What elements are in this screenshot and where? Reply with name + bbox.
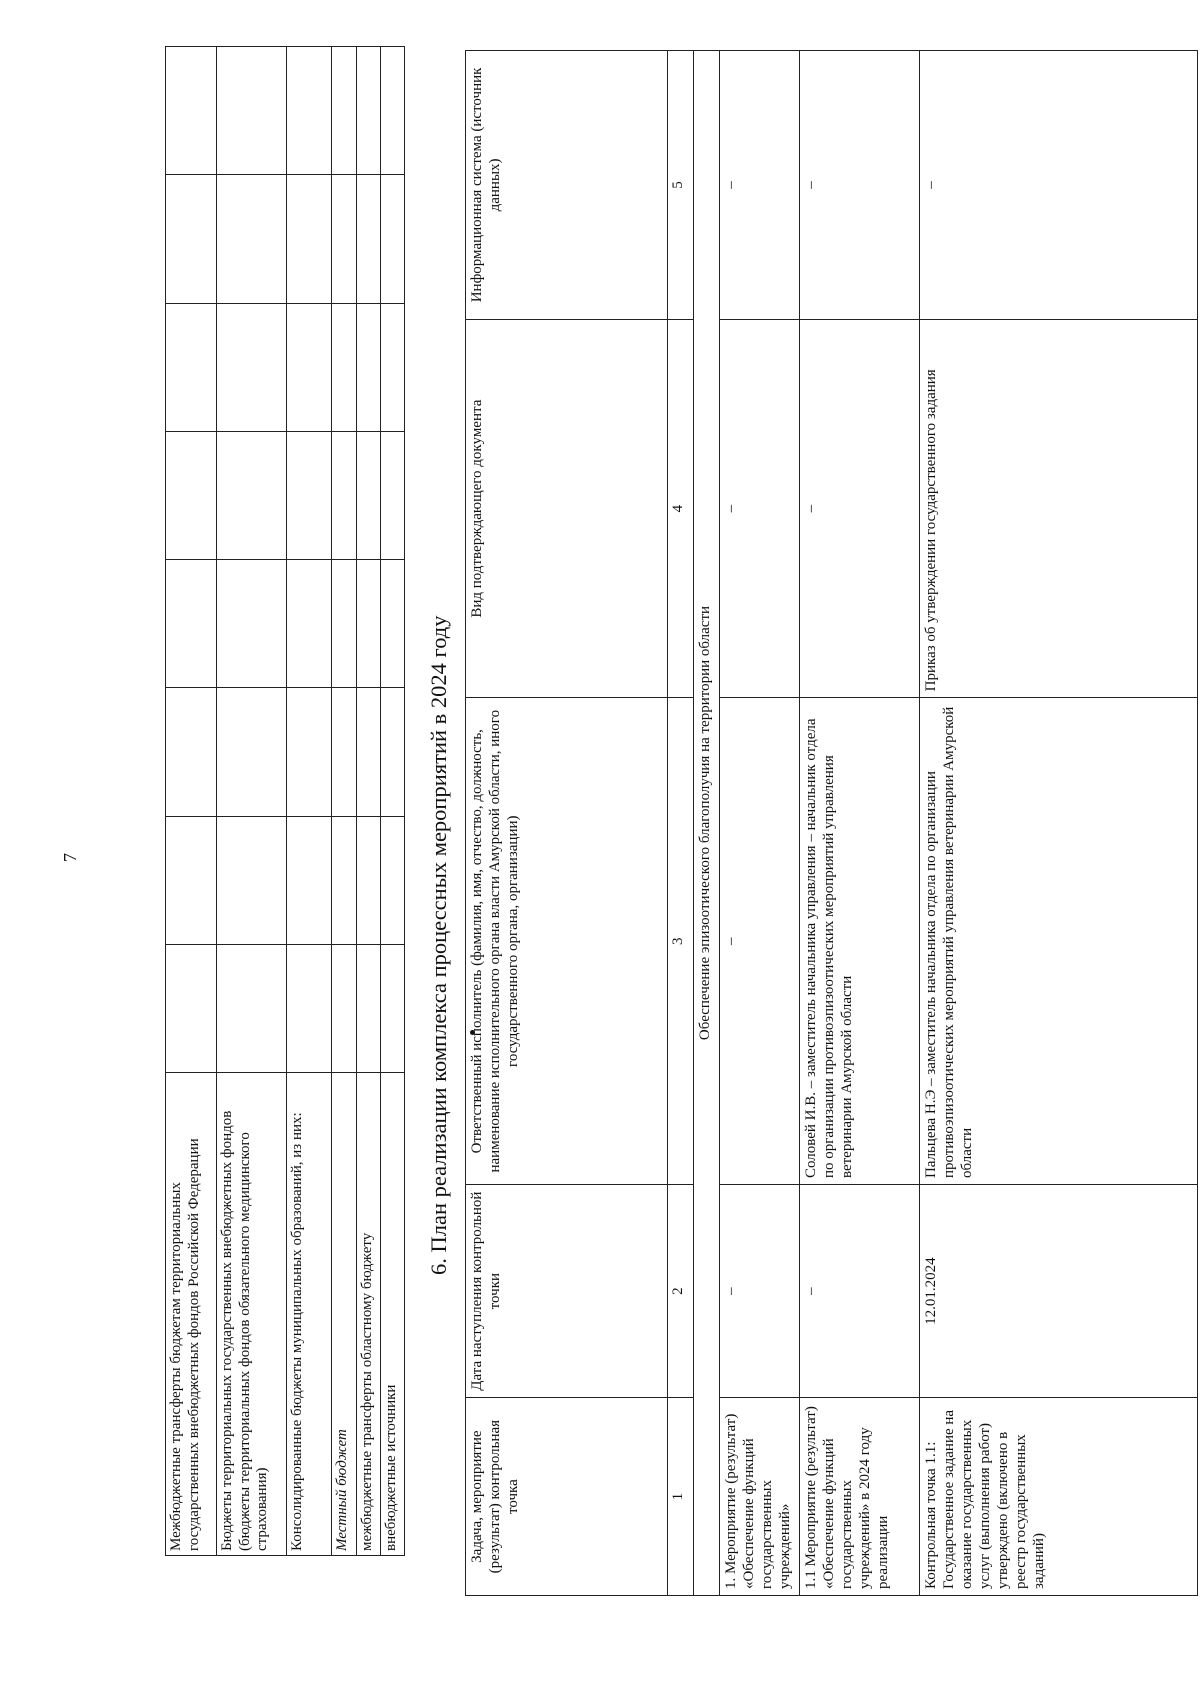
table-row — [720, 51, 800, 1596]
funding-value-cell — [287, 303, 332, 431]
funding-value-cell — [357, 303, 381, 431]
funding-row-label: Бюджеты территориальных государственных внебюджетных фондов (бюджеты территориальных фондов обязательного медицинского страхования) — [216, 1073, 286, 1556]
funding-value-cell — [287, 47, 332, 175]
col-number-1: 1 — [668, 1398, 694, 1596]
funding-value-cell — [331, 303, 356, 431]
row-document: – — [800, 319, 920, 698]
funding-value-cell — [331, 688, 356, 816]
funding-value-cell — [216, 47, 286, 175]
funding-row-label: межбюджетные трансферты областному бюджету — [357, 1073, 381, 1556]
plan-header-row — [466, 51, 668, 1596]
funding-value-cell — [331, 560, 356, 688]
row-task: Контрольная точка 1.1: Государственное задание на оказание государственных услуг (выполнения работ) утверждено (включено в реестр государственных заданий) — [920, 1398, 1198, 1596]
funding-row-label: Консолидированные бюджеты муниципальных образований, из них: — [287, 1073, 332, 1556]
row-date: – — [720, 1185, 800, 1398]
row-executor: Пальцева Н.Э – заместитель начальника отдела по организации противоэпизоотических мероприятий управления ветеринарии Амурской области — [920, 698, 1198, 1185]
page-number — [59, 842, 80, 872]
row-system: – — [720, 51, 800, 320]
funding-value-cell — [287, 688, 332, 816]
funding-value-cell — [331, 431, 356, 559]
table-row — [287, 47, 332, 1556]
row-document: – — [720, 319, 800, 698]
funding-value-cell — [166, 431, 217, 559]
funding-value-cell — [166, 688, 217, 816]
col-number-2: 2 — [668, 1185, 694, 1398]
funding-value-cell — [381, 303, 405, 431]
funding-table — [165, 46, 405, 1556]
header-executor: Ответственный исполнитель (фамилия, имя, отчество, должность, наименование исполнительного органа власти Амурской области, иного государственного органа, организации) — [466, 698, 668, 1185]
funding-value-cell — [357, 560, 381, 688]
funding-value-cell — [381, 688, 405, 816]
funding-value-cell — [216, 431, 286, 559]
funding-value-cell — [287, 816, 332, 944]
table-row — [381, 47, 405, 1556]
section-row — [694, 51, 720, 1596]
page-number-text: 7 — [59, 852, 80, 862]
table-row — [920, 51, 1198, 1596]
header-system: Информационная система (источник данных) — [466, 51, 668, 320]
funding-value-cell — [357, 431, 381, 559]
col-number-5: 5 — [668, 51, 694, 320]
row-date: 12.01.2024 — [920, 1185, 1198, 1398]
row-document: Приказ об утверждении государственного задания — [920, 319, 1198, 698]
funding-value-cell — [331, 816, 356, 944]
table-row — [166, 47, 217, 1556]
funding-row-label: Межбюджетные трансферты бюджетам территориальных государственных внебюджетных фондов Российской Федерации — [166, 1073, 217, 1556]
funding-value-cell — [357, 175, 381, 303]
funding-value-cell — [216, 303, 286, 431]
funding-value-cell — [166, 944, 217, 1072]
row-executor: Соловей И.В. – заместитель начальника управления – начальник отдела по организации противоэпизоотических мероприятий управления ветеринарии Амурской области — [800, 698, 920, 1185]
plan-table — [465, 50, 1197, 1596]
row-executor: – — [720, 698, 800, 1185]
column-numbers-row — [668, 51, 694, 1596]
funding-value-cell — [216, 816, 286, 944]
funding-value-cell — [357, 688, 381, 816]
col-number-3: 3 — [668, 698, 694, 1185]
table-row — [216, 47, 286, 1556]
funding-value-cell — [166, 816, 217, 944]
row-system: – — [920, 51, 1198, 320]
table-row — [800, 51, 920, 1596]
funding-value-cell — [331, 175, 356, 303]
funding-value-cell — [381, 175, 405, 303]
funding-value-cell — [381, 47, 405, 175]
funding-value-cell — [287, 944, 332, 1072]
funding-value-cell — [287, 560, 332, 688]
funding-value-cell — [166, 560, 217, 688]
section-title-text: 6. План реализации комплекса процессных мероприятий в 2024 году — [426, 615, 451, 1275]
funding-value-cell — [357, 47, 381, 175]
funding-value-cell — [216, 688, 286, 816]
section-row-text: Обеспечение эпизоотического благополучия на территории области — [694, 51, 720, 1596]
funding-value-cell — [331, 944, 356, 1072]
funding-value-cell — [166, 175, 217, 303]
funding-value-cell — [216, 944, 286, 1072]
funding-value-cell — [381, 560, 405, 688]
header-document: Вид подтверждающего документа — [466, 319, 668, 698]
header-date: Дата наступления контрольной точки — [466, 1185, 668, 1398]
row-task: 1. Мероприятие (результат) «Обеспечение функций государственных учреждений» — [720, 1398, 800, 1596]
funding-value-cell — [166, 303, 217, 431]
funding-value-cell — [166, 47, 217, 175]
funding-value-cell — [381, 431, 405, 559]
row-task: 1.1 Мероприятие (результат) «Обеспечение функций государственных учреждений» в 2024 году реализации — [800, 1398, 920, 1596]
funding-value-cell — [381, 944, 405, 1072]
funding-value-cell — [357, 944, 381, 1072]
funding-value-cell — [381, 816, 405, 944]
funding-row-label: Местный бюджет — [331, 1073, 356, 1556]
col-number-4: 4 — [668, 319, 694, 698]
funding-value-cell — [287, 175, 332, 303]
header-task: Задача, мероприятие (результат) контрольная точка — [466, 1398, 668, 1596]
funding-value-cell — [216, 175, 286, 303]
table-row — [357, 47, 381, 1556]
row-system: – — [800, 51, 920, 320]
table-row — [331, 47, 356, 1556]
funding-row-label: внебюджетные источники — [381, 1073, 405, 1556]
funding-value-cell — [287, 431, 332, 559]
row-date: – — [800, 1185, 920, 1398]
funding-value-cell — [331, 47, 356, 175]
funding-value-cell — [357, 816, 381, 944]
funding-value-cell — [216, 560, 286, 688]
